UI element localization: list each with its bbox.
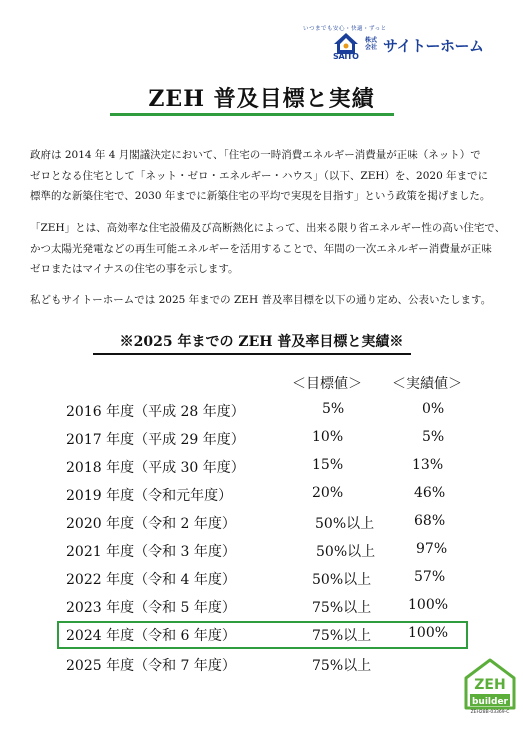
row-year: 2025 年度（令和 7 年度） (66, 658, 236, 674)
company-logo (303, 22, 513, 74)
logo-tagline: いつまでも安心・快適・ずっと (303, 26, 387, 32)
company-name: サイトーホーム (383, 37, 484, 55)
header-target: ＜目標値＞ (292, 376, 362, 392)
paragraph-announcement (30, 290, 500, 311)
row-target: 15% (312, 457, 344, 473)
row-target: 50%以上 (312, 572, 372, 588)
row-year: 2016 年度（平成 28 年度） (66, 404, 245, 420)
paragraph-line: 標準的な新築住宅で、2030 年までに新築住宅の平均で実現を目指す」という政策を掲げました。 (30, 190, 491, 202)
title-underline (110, 113, 394, 116)
page-title: ZEH 普及目標と実績 (148, 86, 375, 112)
table-row (66, 597, 506, 623)
row-target: 75%以上 (312, 658, 372, 674)
paragraph-line: 「ZEH」とは、高効率な住宅設備及び高断熱化によって、出来る限り省エネルギー性の高い住宅で、 (30, 222, 506, 234)
row-year: 2019 年度（令和元年度） (66, 488, 233, 504)
zeh-mark-text: ZEH (474, 677, 506, 693)
logo-mark-text: SAITO (333, 52, 359, 61)
row-actual: 5% (422, 429, 445, 445)
row-year: 2024 年度（令和 6 年度） (66, 628, 236, 644)
row-target: 20% (312, 485, 344, 501)
row-actual: 68% (414, 513, 446, 529)
row-year: 2022 年度（令和 4 年度） (66, 572, 236, 588)
paragraph-line: ゼロまたはマイナスの住宅の事を示します。 (30, 263, 239, 275)
zeh-house-icon (462, 658, 518, 710)
table-row (66, 541, 506, 567)
table-row (66, 655, 506, 681)
row-target: 5% (322, 401, 345, 417)
row-actual: 46% (414, 485, 446, 501)
row-target: 75%以上 (312, 628, 372, 644)
paragraph-line: 私どもサイトーホームでは 2025 年までの ZEH 普及率目標を以下の通り定め、公表いたします。 (30, 294, 492, 306)
row-target: 75%以上 (312, 600, 372, 616)
row-target: 50%以上 (316, 544, 376, 560)
paragraph-line: かつ太陽光発電などの再生可能エネルギーを活用することで、年間の一次エネルギー消費量が正味 (30, 242, 492, 255)
table-row (66, 457, 506, 483)
row-year: 2018 年度（平成 30 年度） (66, 460, 245, 476)
row-actual: 13% (412, 457, 444, 473)
row-year: 2017 年度（平成 29 年度） (66, 432, 245, 448)
row-year: 2021 年度（令和 3 年度） (66, 544, 236, 560)
zeh-label-text: builder (471, 697, 509, 707)
row-actual: 100% (408, 625, 449, 641)
paragraph-line: 政府は 2014 年 4 月閣議決定において、「住宅の一時消費エネルギー消費量が正味（ネット）で (30, 149, 481, 161)
zeh-code: ZEH28B-03369-C (470, 710, 510, 715)
row-year: 2020 年度（令和 2 年度） (66, 516, 236, 532)
row-actual: 97% (416, 541, 448, 557)
row-actual: 100% (408, 597, 449, 613)
table-row (66, 401, 506, 427)
table-subtitle: ※2025 年までの ZEH 普及率目標と実績※ (119, 334, 404, 350)
paragraph-policy (30, 145, 500, 207)
table-row (66, 569, 506, 595)
table-row (66, 429, 506, 455)
row-year: 2023 年度（令和 5 年度） (66, 600, 236, 616)
paragraph-line: ゼロとなる住宅として「ネット・ゼロ・エネルギー・ハウス」（以下、ZEH）を、2020 年までに (30, 169, 489, 182)
header-actual: ＜実績値＞ (392, 376, 462, 392)
row-target: 10% (312, 429, 344, 445)
subtitle-underline (93, 353, 411, 355)
table-row (66, 513, 506, 539)
row-target: 50%以上 (315, 516, 375, 532)
zeh-builder-badge (462, 658, 518, 716)
table-row (66, 485, 506, 511)
paragraph-zeh-definition (30, 218, 506, 280)
row-actual: 0% (422, 401, 445, 417)
table-row-highlighted (66, 625, 506, 651)
row-actual: 57% (414, 569, 446, 585)
logo-corp-text: 株式会社 (365, 37, 378, 51)
